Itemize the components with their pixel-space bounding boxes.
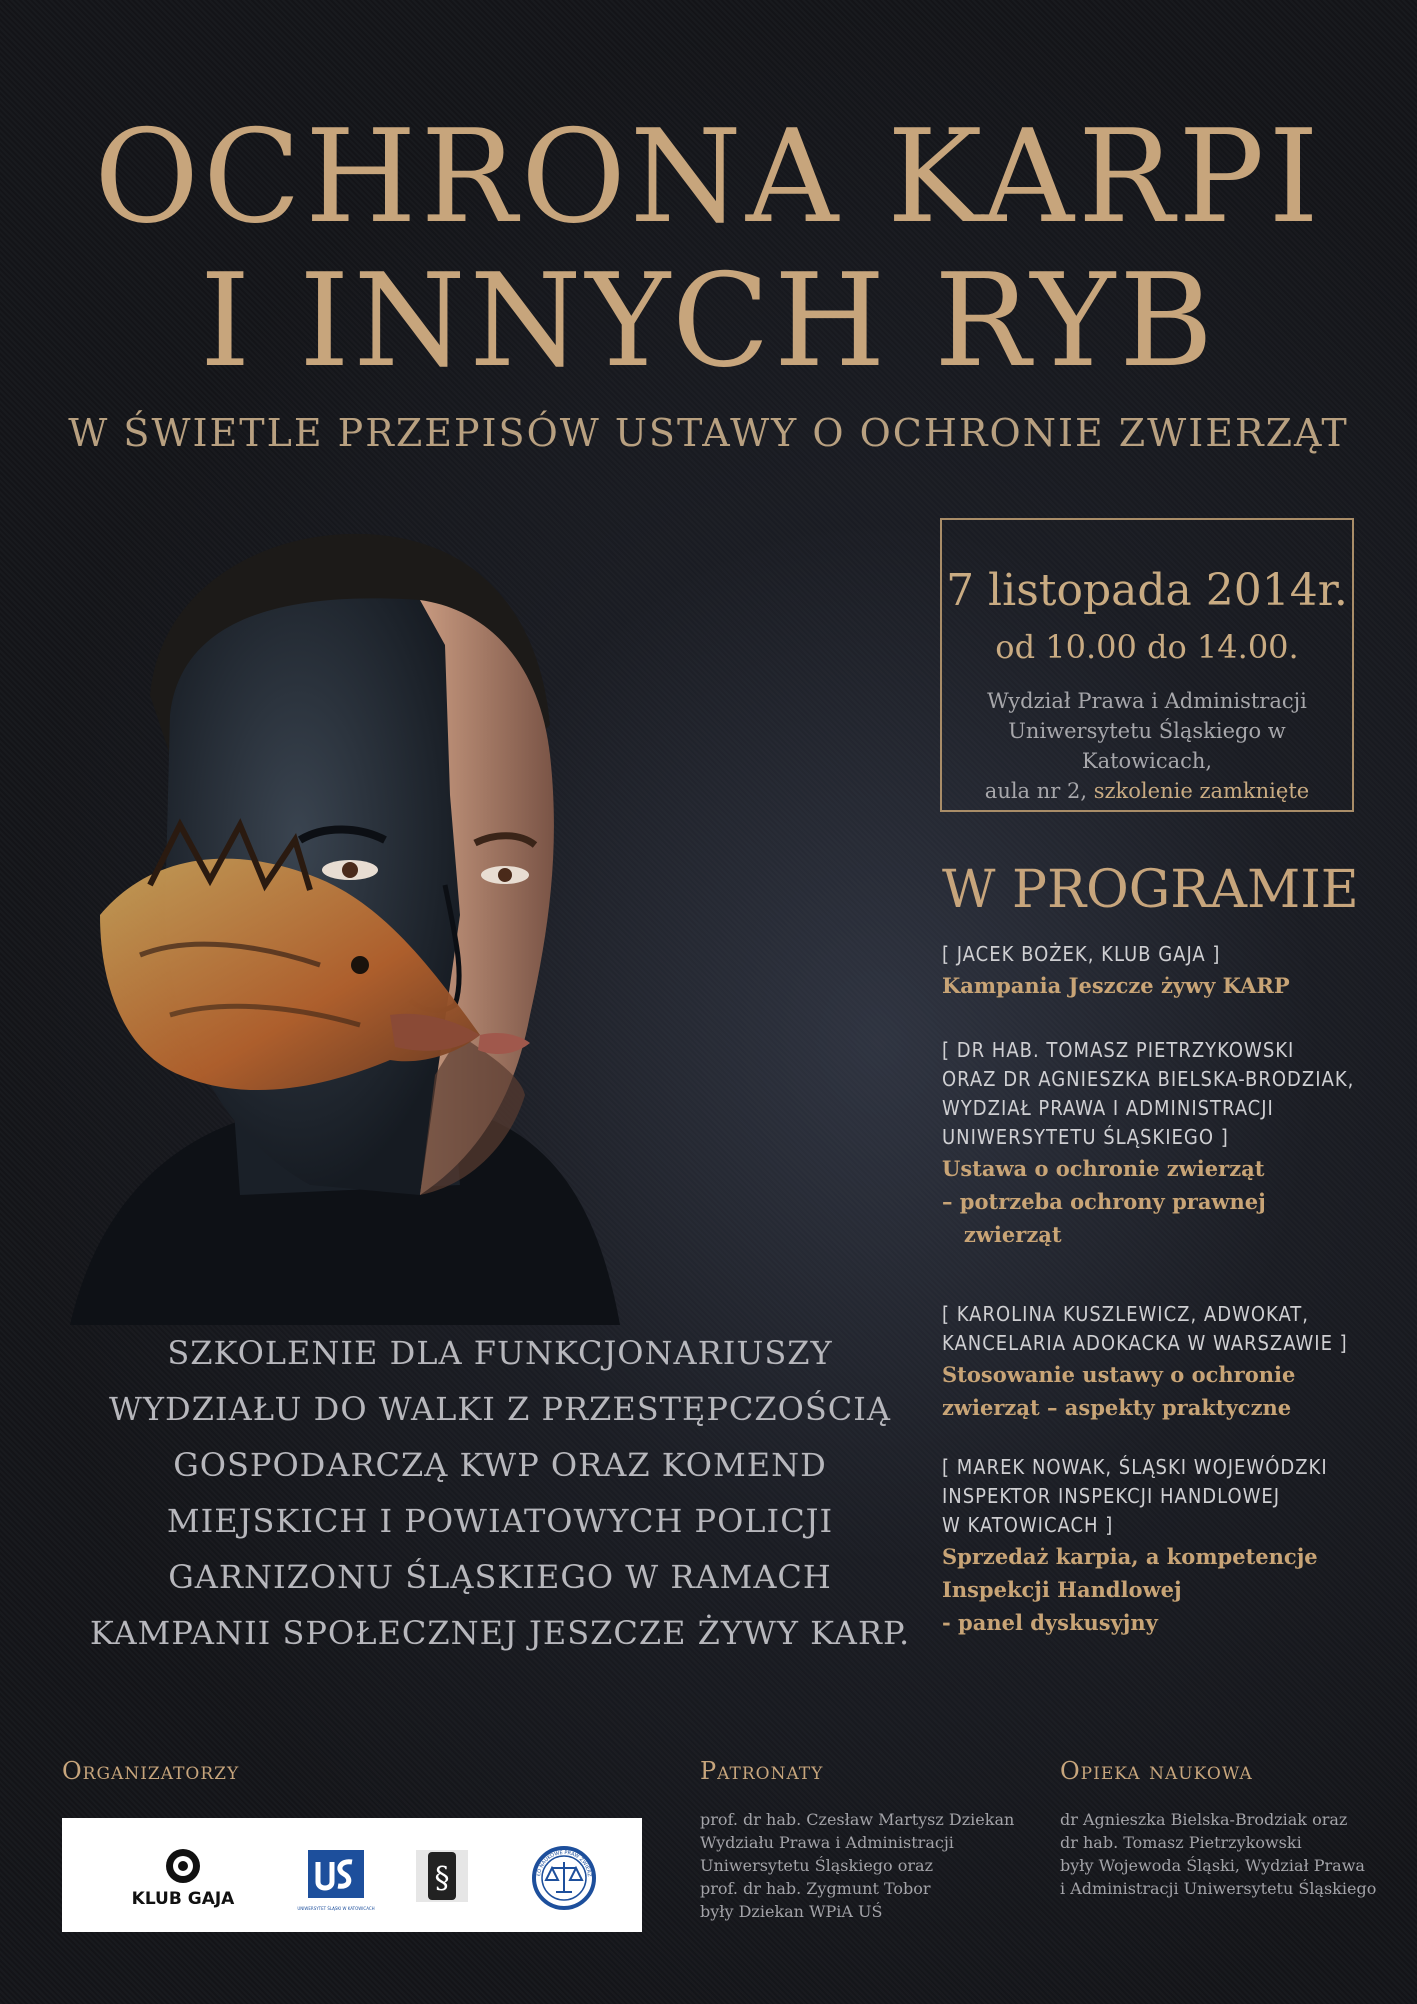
program-item xyxy=(942,1453,1362,1639)
patronage-line: Wydziału Prawa i Administracji xyxy=(700,1833,954,1852)
program-talk: zwierząt – aspekty praktyczne xyxy=(942,1395,1292,1420)
program-item xyxy=(942,1300,1362,1424)
program-talk: Sprzedaż karpia, a kompetencje xyxy=(942,1544,1318,1569)
training-description xyxy=(60,1325,940,1661)
event-date-year: 2014r. xyxy=(1205,565,1348,616)
program-talk: zwierząt xyxy=(942,1222,1062,1247)
event-time xyxy=(942,626,1352,668)
academic-line: i Administracji Uniwersytetu Śląskiego xyxy=(1060,1879,1377,1898)
academic-line: były Wojewoda Śląski, Wydział Prawa xyxy=(1060,1856,1365,1875)
program-speaker: [ KAROLINA KUSZLEWICZ, ADWOKAT, xyxy=(942,1302,1309,1326)
academic-heading: Opieka naukowa xyxy=(1060,1757,1253,1785)
paragraph-glyph: § xyxy=(434,1861,450,1896)
program-talk: Inspekcji Handlowej xyxy=(942,1577,1182,1602)
venue-line-1: Wydział Prawa i Administracji xyxy=(987,689,1307,713)
klub-gaja-wordmark: KLUB GAJA xyxy=(131,1889,235,1909)
program-heading: W PROGRAMIE xyxy=(942,860,1359,920)
event-time-end: 14.00. xyxy=(1196,628,1299,666)
training-line: WYDZIAŁU DO WALKI Z PRZESTĘPCZOŚCIĄ xyxy=(109,1390,891,1428)
event-venue xyxy=(942,686,1352,806)
organizer-logos-panel xyxy=(62,1818,642,1932)
program-speaker: [ DR HAB. TOMASZ PIETRZYKOWSKI xyxy=(942,1038,1295,1062)
program-speaker: [ JACEK BOŻEK, KLUB GAJA ] xyxy=(942,942,1221,966)
training-line: GARNIZONU ŚLĄSKIEGO W RAMACH xyxy=(168,1558,832,1596)
patronage-line: prof. dr hab. Czesław Martysz Dziekan xyxy=(700,1810,1015,1829)
patronage-heading: Patronaty xyxy=(700,1757,824,1785)
program-speaker: [ MAREK NOWAK, ŚLĄSKI WOJEWÓDZKI xyxy=(942,1455,1328,1479)
venue-training-word: szkolenie xyxy=(1093,779,1193,803)
event-info-box xyxy=(940,518,1354,812)
scales-of-justice-logo xyxy=(532,1846,596,1910)
klub-gaja-logo xyxy=(108,1846,258,1910)
university-caption: UNIWERSYTET ŚLĄSKI W KATOWICACH xyxy=(297,1906,375,1911)
program-item xyxy=(942,1036,1362,1251)
title-line-2: I INNYCH RYB xyxy=(199,247,1218,396)
training-line: GOSPODARCZĄ KWP ORAZ KOMEND xyxy=(173,1446,827,1484)
program-speaker: W KATOWICACH ] xyxy=(942,1513,1114,1537)
program-speaker: ORAZ DR AGNIESZKA BIELSKA-BRODZIAK, xyxy=(942,1067,1355,1091)
academic-line: dr hab. Tomasz Pietrzykowski xyxy=(1060,1833,1302,1852)
training-line: KAMPANII SPOŁECZNEJ JESZCZE ŻYWY KARP. xyxy=(89,1614,911,1652)
university-logo xyxy=(297,1848,375,1914)
patronage-line: prof. dr hab. Zygmunt Tobor xyxy=(700,1879,931,1898)
program-speaker: INSPEKTOR INSPEKCJI HANDLOWEJ xyxy=(942,1484,1281,1508)
venue-line-3 xyxy=(942,776,1352,806)
patronage-line: Uniwersytetu Śląskiego oraz xyxy=(700,1856,934,1875)
event-date xyxy=(942,564,1352,618)
organizers-heading: Organizatorzy xyxy=(62,1757,240,1785)
event-date-day: 7 listopada xyxy=(946,565,1192,616)
title-line-1: OCHRONA KARPI xyxy=(94,103,1323,252)
program-speaker: UNIWERSYTETU ŚLĄSKIEGO ] xyxy=(942,1125,1229,1149)
paragraph-logo xyxy=(414,1848,470,1904)
venue-closed-word: zamknięte xyxy=(1199,779,1310,803)
program-item xyxy=(942,940,1362,1002)
subtitle: W ŚWIETLE PRZEPISÓW USTAWY O OCHRONIE ZWIERZĄT xyxy=(68,411,1349,455)
fish-face-portrait xyxy=(60,495,620,1325)
program-talk: Ustawa o ochronie zwierząt xyxy=(942,1156,1265,1181)
program-speaker: KANCELARIA ADOKACKA W WARSZAWIE ] xyxy=(942,1331,1348,1355)
venue-line-2: Uniwersytetu Śląskiego w Katowicach, xyxy=(1008,719,1286,773)
program-talk: – potrzeba ochrony prawnej xyxy=(942,1189,1266,1214)
event-time-prefix: od 10.00 do xyxy=(995,628,1187,666)
program-talk: Kampania Jeszcze żywy KARP xyxy=(942,973,1290,998)
academic-line: dr Agnieszka Bielska-Brodziak oraz xyxy=(1060,1810,1348,1829)
venue-room: aula nr 2, xyxy=(984,779,1088,803)
patronage-line: były Dziekan WPiA UŚ xyxy=(700,1902,883,1921)
program-talk: Stosowanie ustawy o ochronie xyxy=(942,1362,1296,1387)
program-talk: - panel dyskusyjny xyxy=(942,1610,1158,1635)
academic-text xyxy=(1060,1808,1376,1900)
training-line: SZKOLENIE DLA FUNKCJONARIUSZY xyxy=(167,1334,833,1372)
scales-caption: ŁO NAUKOWE PRAW ZWIERZ xyxy=(536,1849,593,1878)
patronage-text xyxy=(700,1808,1014,1923)
program-speaker: WYDZIAŁ PRAWA I ADMINISTRACJI xyxy=(942,1096,1274,1120)
training-line: MIEJSKICH I POWIATOWYCH POLICJI xyxy=(166,1502,834,1540)
